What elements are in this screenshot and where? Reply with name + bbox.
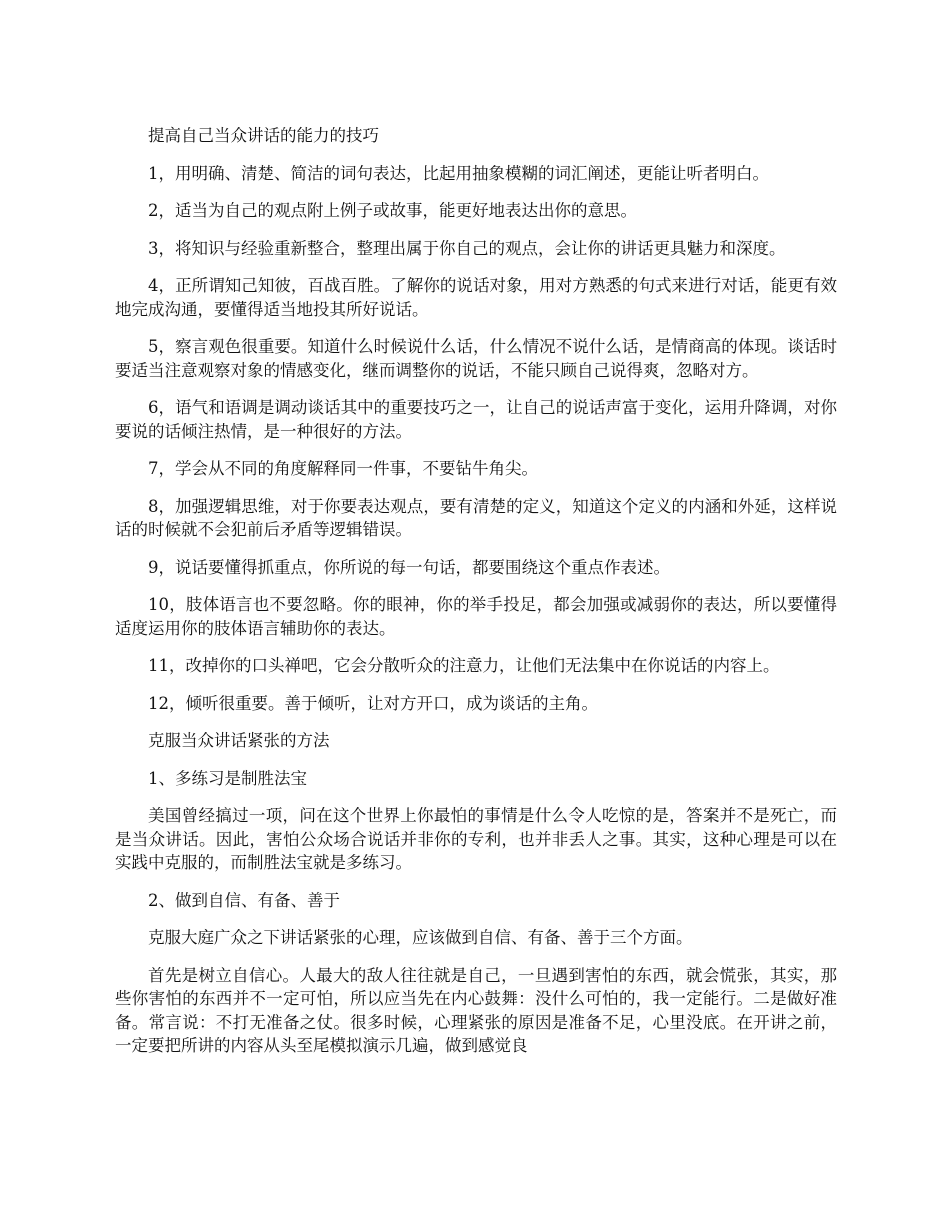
paragraph: 10，肢体语言也不要忽略。你的眼神，你的举手投足，都会加强或减弱你的表达，所以要懂得适度运用你的肢体语言辅助你的表达。: [115, 595, 837, 638]
paragraph: 首先是树立自信心。人最大的敌人往往就是自己，一旦遇到害怕的东西，就会慌张，其实，那些你害怕的东西并不一定可怕，所以应当先在内心鼓舞：没什么可怕的，我一定能行。二是做好准备。常言说：不打无准备之仗。很多时候，心理紧张的原因是准备不足，心里没底。在开讲之前，一定要把所讲的内容从头至尾模拟演示几遍，做到感觉良: [115, 965, 837, 1055]
paragraph: 克服大庭广众之下讲话紧张的心理，应该做到自信、有备、善于三个方面。: [148, 928, 693, 947]
paragraph: 2，适当为自己的观点附上例子或故事，能更好地表达出你的意思。: [148, 201, 637, 220]
document-page: [115, 124, 837, 1072]
paragraph: 11，改掉你的口头禅吧，它会分散听众的注意力，让他们无法集中在你说话的内容上。: [148, 656, 780, 675]
paragraph: 美国曾经搞过一项，问在这个世界上你最怕的事情是什么令人吃惊的是，答案并不是死亡，而是当众讲话。因此，害怕公众场合说话并非你的专利，也并非丢人之事。其实，这种心理是可以在实践中克服的，而制胜法宝就是多练习。: [115, 806, 837, 872]
section-heading: 克服当众讲话紧张的方法: [148, 731, 330, 750]
paragraph: 4，正所谓知己知彼，百战百胜。了解你的说话对象，用对方熟悉的句式来进行对话，能更有效地完成沟通，要懂得适当地投其所好说话。: [115, 276, 837, 319]
paragraph: 9，说话要懂得抓重点，你所说的每一句话，都要围绕这个重点作表述。: [148, 557, 670, 577]
paragraph: 12，倾听很重要。善于倾听，让对方开口，成为谈话的主角。: [148, 693, 598, 713]
paragraph: 1，用明确、清楚、简洁的词句表达，比起用抽象模糊的词汇阐述，更能让听者明白。: [148, 163, 769, 183]
sub-heading: 2、做到自信、有备、善于: [148, 890, 340, 910]
paragraph: 8，加强逻辑思维，对于你要表达观点，要有清楚的定义，知道这个定义的内涵和外延，这样说话的时候就不会犯前后矛盾等逻辑错误。: [115, 496, 837, 539]
paragraph: 6，语气和语调是调动谈话其中的重要技巧之一，让自己的说话声富于变化，运用升降调，对你要说的话倾注热情，是一种很好的方法。: [115, 398, 837, 441]
paragraph: 3，将知识与经验重新整合，整理出属于你自己的观点，会让你的讲话更具魅力和深度。: [148, 238, 786, 258]
doc-title: 提高自己当众讲话的能力的技巧: [148, 126, 379, 145]
sub-heading: 1、多练习是制胜法宝: [148, 768, 307, 788]
paragraph: 7，学会从不同的角度解释同一件事，不要钻牛角尖。: [148, 459, 538, 478]
paragraph: 5，察言观色很重要。知道什么时候说什么话，什么情况不说什么话，是情商高的体现。谈话时要适当注意观察对象的情感变化，继而调整你的说话，不能只顾自己说得爽，忽略对方。: [115, 337, 837, 380]
